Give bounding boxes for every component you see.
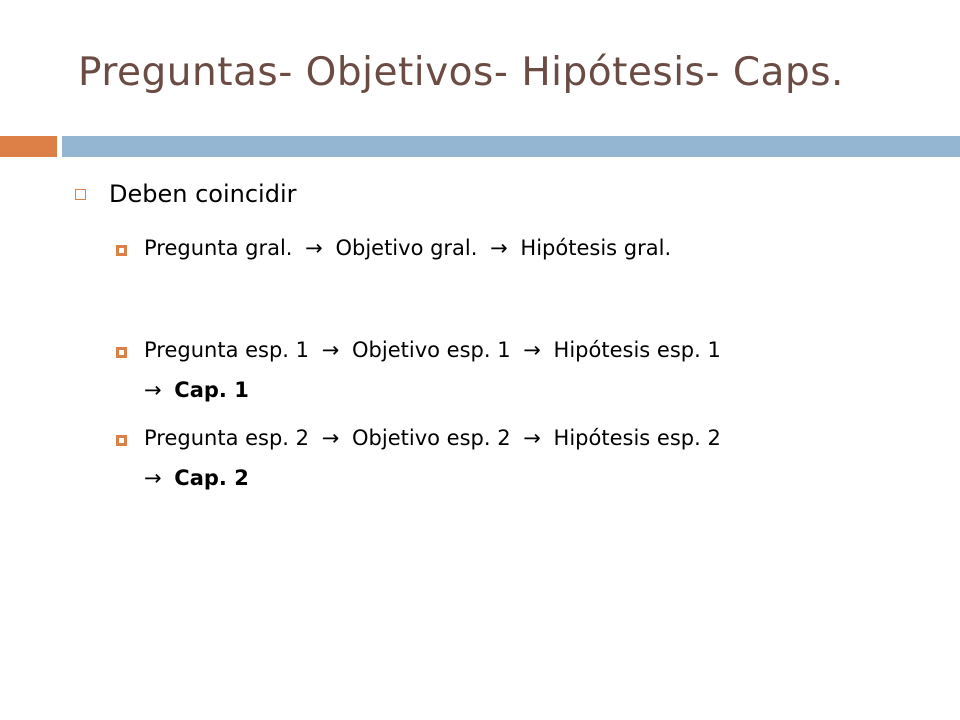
- chapter-label: Cap. 1: [174, 378, 249, 402]
- sub-bullet-especifico-2: [116, 428, 904, 498]
- objetivo-text: Objetivo gral.: [335, 236, 478, 260]
- arrow-icon: →: [490, 236, 508, 260]
- arrow-icon: →: [144, 378, 162, 402]
- sub-bullet-text: [144, 228, 904, 268]
- pregunta-text: Pregunta esp. 1: [144, 338, 310, 362]
- arrow-icon: →: [305, 236, 323, 260]
- objetivo-text: Objetivo esp. 2: [352, 426, 511, 450]
- square-bullet-icon: [116, 347, 127, 358]
- hipotesis-text: Hipótesis gral.: [520, 236, 672, 260]
- pregunta-text: Pregunta gral.: [144, 236, 293, 260]
- square-bullet-icon: [116, 435, 127, 446]
- bullet-deben-coincidir: [72, 180, 296, 208]
- sub-bullet-text: [144, 330, 904, 410]
- hipotesis-text: Hipótesis esp. 2: [553, 426, 721, 450]
- arrow-icon: →: [321, 338, 340, 362]
- square-bullet-icon: [75, 189, 86, 200]
- chapter-label: Cap. 2: [174, 466, 249, 490]
- slide-title: Preguntas- Objetivos- Hipótesis- Caps.: [78, 50, 844, 95]
- hipotesis-text: Hipótesis esp. 1: [553, 338, 721, 362]
- pregunta-text: Pregunta esp. 2: [144, 426, 310, 450]
- sub-bullet-especifico-1: [116, 340, 904, 410]
- sub-bullet-general: [116, 238, 904, 268]
- arrow-icon: →: [321, 426, 340, 450]
- arrow-icon: →: [523, 338, 541, 362]
- sub-bullet-text: [144, 418, 904, 498]
- arrow-icon: →: [144, 466, 162, 490]
- arrow-icon: →: [523, 426, 541, 450]
- objetivo-text: Objetivo esp. 1: [352, 338, 511, 362]
- square-bullet-icon: [116, 245, 127, 256]
- bullet-text: Deben coincidir: [109, 180, 297, 208]
